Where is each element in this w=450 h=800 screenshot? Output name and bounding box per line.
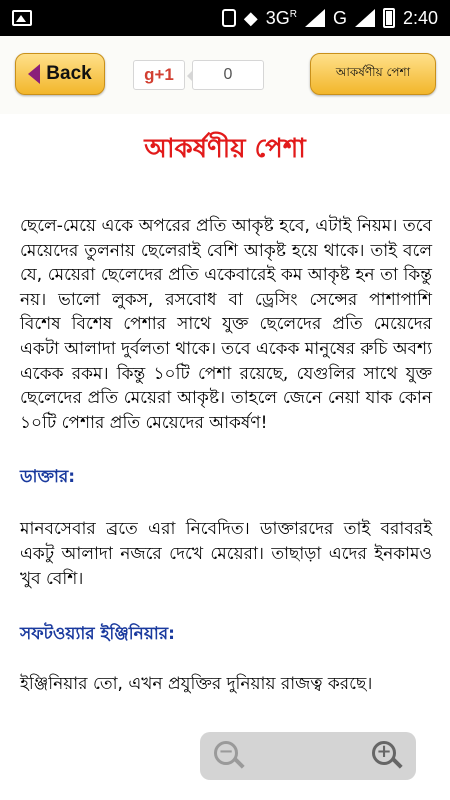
status-bar <box>0 0 450 36</box>
back-arrow-icon <box>28 64 40 84</box>
wifi-icon: ◆ <box>243 7 258 28</box>
page-title: আকর্ষণীয় পেশা <box>144 134 306 164</box>
network-type: $3G^R$ <box>265 7 297 28</box>
google-plus-one-button[interactable]: g+1 <box>133 60 185 90</box>
section-text-doctor: মানবসেবার ব্রতে এরা নিবেদিত। ডাক্তারদের তাই বরাবরই একটু আলাদা নজরে দেখে মেয়েরা। তাছাড়া এদের ইনকামও খুব বেশি। <box>20 519 432 589</box>
intro-paragraph: ছেলে-মেয়ে একে অপরের প্রতি আকৃষ্ট হবে, এটাই নিয়ম। তবে মেয়েদের তুলনায় ছেলেরাই বেশি আকৃষ্ট হয়ে থাকে। তাই বলে যে, মেয়েরা ছেলেদের প্রতি একেবারেই কম আকৃষ্ট হন তা কিন্তু নয়। ভালো লুকস, রসবোধ বা ড্রেসিং সেন্সের পাশাপাশি বিশেষ বিশেষ পেশার সাথে যুক্ত ছেলেদের প্রতি মেয়েদের একটা আলাদা দুর্বলতা থাকে। তবে একেক মানুষের রুচি অবশ্য একেক রকম। কিন্তু ১০টি পেশা রয়েছে, যেগুলির সাথে যুক্ত ছেলেদের প্রতি মেয়েরা আকৃষ্ট। তাহলে জেনে নেয়া যাক কোন ১০টি পেশার প্রতি মেয়েদের আকর্ষণ! <box>20 216 432 433</box>
signal-icon <box>305 9 325 27</box>
zoom-controls <box>200 732 416 780</box>
toolbar <box>0 36 450 114</box>
back-button-label: Back <box>46 63 92 84</box>
section-heading-software-engineer: সফটওয়্যার ইঞ্জিনিয়ার: <box>20 624 175 645</box>
google-plus-count: 0 <box>192 60 264 90</box>
vibrate-icon <box>222 9 236 27</box>
back-button[interactable] <box>15 53 105 95</box>
section-heading-doctor: ডাক্তার: <box>20 467 76 488</box>
signal-icon-2 <box>355 9 375 27</box>
zoom-in-icon[interactable]: + <box>372 741 402 771</box>
clock: 2:40 <box>402 7 438 28</box>
carrier-letter: G <box>332 7 347 28</box>
battery-icon <box>383 8 395 28</box>
article-body <box>20 214 432 697</box>
status-icons <box>222 0 438 36</box>
gallery-notification-icon <box>12 10 32 26</box>
zoom-out-icon[interactable]: − <box>214 741 244 771</box>
title-button[interactable]: আকর্ষণীয় পেশা <box>310 53 436 95</box>
section-text-software-engineer: ইঞ্জিনিয়ার তো, এখন প্রযুক্তির দুনিয়ায় রাজত্ব করছে। <box>20 674 373 695</box>
